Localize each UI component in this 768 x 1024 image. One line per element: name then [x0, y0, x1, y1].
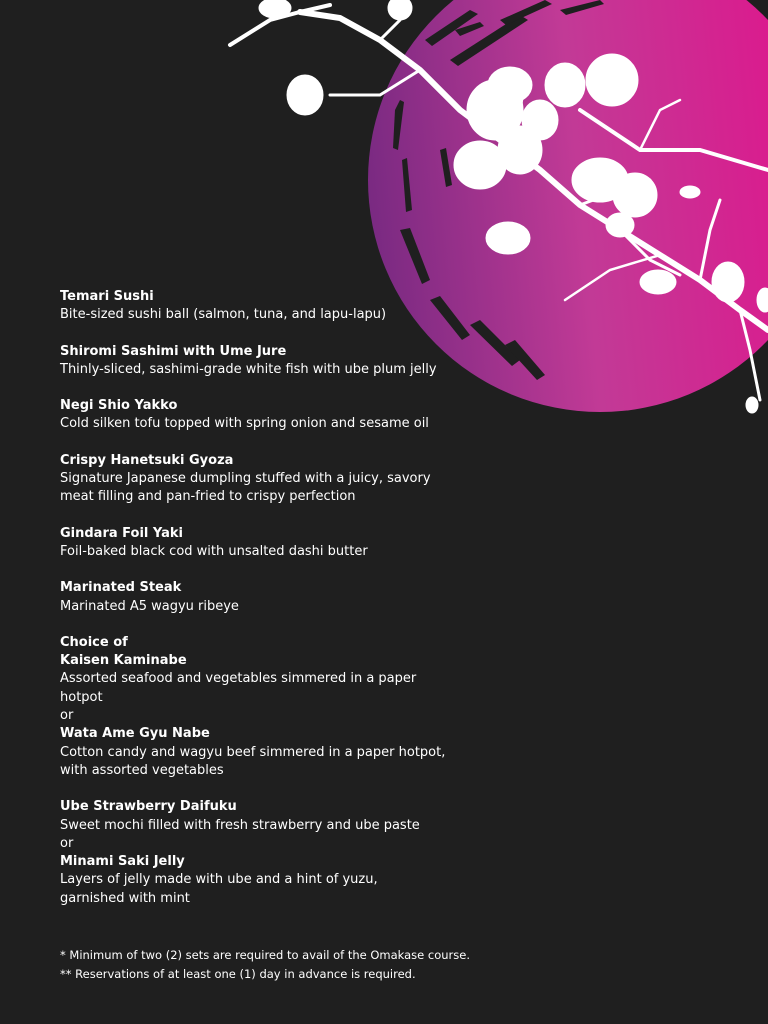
- dish-name: Gindara Foil Yaki: [60, 525, 183, 541]
- dish-description: with assorted vegetables: [60, 762, 224, 778]
- footnotes: [60, 946, 540, 983]
- dish-name: Temari Sushi: [60, 289, 154, 304]
- menu-item: [60, 798, 500, 908]
- menu-item: [60, 579, 500, 616]
- dish-name: Shiromi Sashimi with Ume Jure: [60, 343, 287, 359]
- dish-description: Layers of jelly made with ube and a hint of yuzu,: [60, 872, 378, 888]
- menu-item: [60, 343, 500, 380]
- dish-description: meat filling and pan-fried to crispy perfection: [60, 489, 356, 505]
- menu-item: [60, 452, 500, 507]
- dish-name: Kaisen Kaminabe: [60, 653, 187, 669]
- menu-item: [60, 288, 500, 325]
- menu-item: [60, 525, 500, 562]
- dish-description: Cold silken tofu topped with spring onion and sesame oil: [60, 416, 429, 432]
- menu-item: [60, 397, 500, 434]
- dish-name: Wata Ame Gyu Nabe: [60, 726, 210, 742]
- dish-description: or: [60, 708, 74, 724]
- dish-name: Negi Shio Yakko: [60, 398, 178, 414]
- dish-description: or: [60, 835, 74, 851]
- dish-name: Marinated Steak: [60, 580, 182, 596]
- dish-name: Crispy Hanetsuki Gyoza: [60, 452, 234, 468]
- dish-description: garnished with mint: [60, 890, 190, 906]
- dish-description: Marinated A5 wagyu ribeye: [60, 598, 239, 614]
- footnote-reservation: ** Reservations of at least one (1) day in advance is required.: [60, 966, 416, 981]
- dish-description: hotpot: [60, 689, 103, 705]
- menu-item: [60, 634, 500, 780]
- dish-description: Foil-baked black cod with unsalted dashi butter: [60, 543, 368, 559]
- dish-description: Signature Japanese dumpling stuffed with a juicy, savory: [60, 471, 431, 487]
- dish-name: Choice of: [60, 634, 128, 650]
- dish-description: Cotton candy and wagyu beef simmered in a paper hotpot,: [60, 744, 446, 760]
- dish-description: Thinly-sliced, sashimi-grade white fish with ube plum jelly: [60, 361, 437, 377]
- dish-description: Assorted seafood and vegetables simmered in a paper: [60, 671, 417, 687]
- footnote-minimum-sets: * Minimum of two (2) sets are required to avail of the Omakase course.: [60, 948, 471, 962]
- omakase-menu: [60, 288, 500, 926]
- dish-name: Minami Saki Jelly: [60, 854, 185, 870]
- dish-name: Ube Strawberry Daifuku: [60, 799, 237, 815]
- dish-description: Bite-sized sushi ball (salmon, tuna, and lapu-lapu): [60, 307, 387, 323]
- dish-description: Sweet mochi filled with fresh strawberry and ube paste: [60, 817, 420, 833]
